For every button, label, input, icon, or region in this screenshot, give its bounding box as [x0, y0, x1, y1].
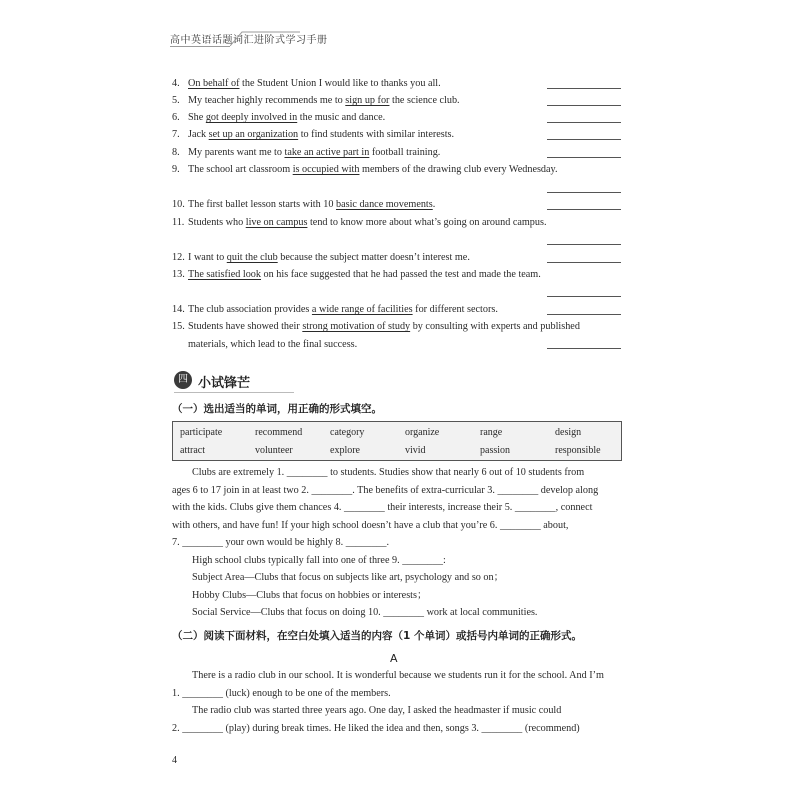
sentence-5: 5. My teacher highly recommends me to sign up for the science club.	[172, 95, 460, 106]
passage-line: with others, and have fun! If your high school doesn’t have a club that you’re 6. ________ about,	[172, 520, 569, 531]
answer-blank-4[interactable]	[547, 88, 621, 89]
word-bank-item: recommend	[255, 427, 303, 438]
running-header: 高中英语话题词汇进阶式学习手册	[170, 35, 328, 46]
word-bank-item: range	[480, 427, 503, 438]
passage-line: There is a radio club in our school. It is wonderful because we students run it for the school. And I’m	[192, 670, 604, 681]
header-rule	[170, 46, 230, 47]
passage-line: 1. ________ (luck) enough to be one of the members.	[172, 688, 391, 699]
sentence-7: 7. Jack set up an organization to find students with similar interests.	[172, 129, 455, 140]
word-bank-item: vivid	[405, 445, 426, 456]
passage-line: Hobby Clubs—Clubs that focus on hobbies or interests；	[192, 590, 428, 601]
word-bank-item: responsible	[555, 445, 601, 456]
answer-blank-5[interactable]	[547, 105, 621, 106]
word-bank-item: participate	[180, 427, 223, 438]
answer-blank-14[interactable]	[547, 314, 621, 315]
word-bank-item: attract	[180, 445, 205, 456]
sentence-15-continued: materials, which lead to the final success.	[188, 339, 358, 350]
passage-line: 7. ________ your own would be highly 8. ________.	[172, 537, 390, 548]
part-1-heading: （一）选出适当的单词，用正确的形式填空。	[172, 403, 382, 415]
sentence-9: 9. The school art classroom is occupied with members of the drawing club every Wednesday.	[172, 164, 558, 175]
part-2-heading: （二）阅读下面材料，在空白处填入适当的内容（1 个单词）或括号内单词的正确形式。	[172, 630, 582, 642]
sentence-6: 6. She got deeply involved in the music and dance.	[172, 112, 386, 123]
passage-line: Social Service—Clubs that focus on doing 10. ________ work at local communities.	[192, 607, 538, 618]
answer-blank-15[interactable]	[547, 348, 621, 349]
word-bank-item: design	[555, 427, 582, 438]
sentence-15: 15. Students have showed their strong motivation of study by consulting with experts and published	[172, 321, 580, 332]
section-title: 小试锋芒	[198, 376, 251, 391]
word-bank-item: explore	[330, 445, 360, 456]
answer-blank-11[interactable]	[547, 244, 621, 245]
sentence-11: 11. Students who live on campus tend to know more about what’s going on around campus.	[172, 217, 547, 228]
word-bank-item: passion	[480, 445, 510, 456]
sentence-13: 13. The satisfied look on his face suggested that he had passed the test and made the team.	[172, 269, 541, 280]
sentence-14: 14. The club association provides a wide range of facilities for different sectors.	[172, 304, 498, 315]
word-bank-item: organize	[405, 427, 440, 438]
sentence-10: 10. The first ballet lesson starts with 10 basic dance movements.	[172, 199, 436, 210]
passage-line: Clubs are extremely 1. ________ to students. Studies show that nearly 6 out of 10 students from	[192, 467, 585, 478]
word-bank-item: volunteer	[255, 445, 293, 456]
passage-line: High school clubs typically fall into one of three 9. ________:	[192, 555, 446, 566]
word-bank	[172, 421, 622, 461]
answer-blank-7[interactable]	[547, 139, 621, 140]
passage-line: ages 6 to 17 join in at least two 2. ________. The benefits of extra-curricular 3. ________ develop along	[172, 485, 599, 496]
word-bank-item: category	[330, 427, 365, 438]
sentence-8: 8. My parents want me to take an active part in football training.	[172, 147, 441, 158]
passage-label: A	[390, 652, 398, 665]
answer-blank-8[interactable]	[547, 157, 621, 158]
answer-blank-10[interactable]	[547, 209, 621, 210]
header-ornament	[230, 30, 300, 46]
passage-line: The radio club was started three years ago. One day, I asked the headmaster if music could	[192, 705, 562, 716]
passage-line: 2. ________ (play) during break times. He liked the idea and then, songs 3. ________ (recommend)	[172, 723, 580, 734]
sentence-4: 4. On behalf of the Student Union I would like to thanks you all.	[172, 78, 441, 89]
passage-line: Subject Area—Clubs that focus on subjects like art, psychology and so on；	[192, 572, 504, 583]
answer-blank-12[interactable]	[547, 262, 621, 263]
answer-blank-9[interactable]	[547, 192, 621, 193]
sentence-12: 12. I want to quit the club because the subject matter doesn’t interest me.	[172, 252, 470, 263]
section-number-icon: 四	[174, 371, 192, 389]
section-rule	[174, 392, 294, 393]
answer-blank-6[interactable]	[547, 122, 621, 123]
answer-blank-13[interactable]	[547, 296, 621, 297]
passage-line: with the kids. Clubs give them chances 4. ________ their interests, increase their 5. ________, connect	[172, 502, 593, 513]
page-number: 4	[172, 755, 177, 766]
